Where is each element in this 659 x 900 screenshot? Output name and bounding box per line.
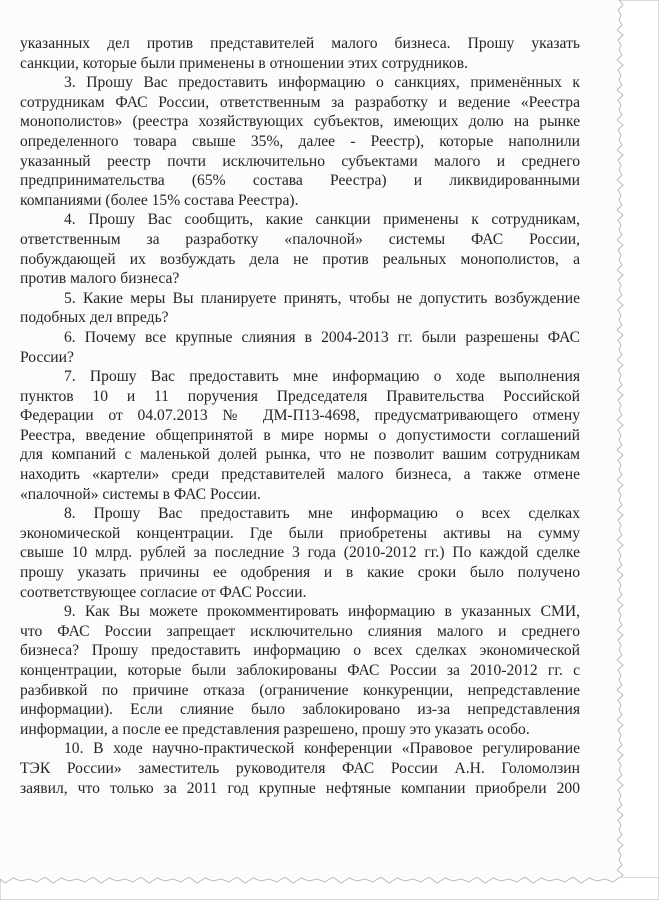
text-line: 4. Прошу Вас сообщить, какие санкции применены к сотрудникам, xyxy=(64,211,580,229)
text-line: 10. В ходе научно-практической конференции «Правовое регулирование xyxy=(64,740,580,758)
text-line: Реестра, введение общепринятой в мире нормы о допустимости соглашений xyxy=(20,426,580,444)
text-line: 3. Прошу Вас предоставить информацию о санкциях, применённых к xyxy=(64,74,580,92)
text-line: соответствующее согласие от ФАС России. xyxy=(20,583,307,601)
text-line: 9. Как Вы можете прокомментировать информацию в указанных СМИ, xyxy=(64,603,580,621)
text-line: побуждающей их возбуждать дела не против реальных монополистов, а xyxy=(20,250,580,268)
text-line: указанных дел против представителей малого бизнеса. Прошу указать xyxy=(20,35,580,52)
torn-edge-bottom xyxy=(0,877,659,900)
text-line: свыше 10 млрд. рублей за последние 3 года (2010-2012 гг.) По каждой сделке xyxy=(20,544,580,562)
text-line: подобных дел впредь? xyxy=(20,309,169,327)
text-line: 5. Какие меры Вы планируете принять, чтобы не допустить возбуждение xyxy=(64,289,580,307)
text-line: заявил, что только за 2011 год крупные нефтяные компании приобрели 200 xyxy=(20,779,580,797)
text-line: «палочной» системы в ФАС России. xyxy=(20,485,261,503)
text-line: пунктов 10 и 11 поручения Председателя Правительства Российской xyxy=(20,387,580,405)
text-line: компаниями (более 15% состава Реестра). xyxy=(20,191,299,209)
text-line: информации). Если слияние было заблокировано из-за непредставления xyxy=(20,701,580,719)
text-line: предпринимательства (65% состава Реестра) и ликвидированными xyxy=(20,172,580,190)
text-line: сотрудникам ФАС России, ответственным за разработку и ведение «Реестра xyxy=(20,93,580,111)
text-line: концентрации, которые были заблокированы ФАС России за 2010-2012 гг. с xyxy=(20,662,580,679)
text-line: прошу указать причины ее одобрения и в какие сроки было получено xyxy=(20,564,580,582)
text-line: санкции, которые были применены в отношении этих сотрудников. xyxy=(20,54,468,72)
text-line: разбивкой по причине отказа (ограничение конкуренции, непредставление xyxy=(20,681,580,699)
torn-edge-right xyxy=(617,0,659,900)
text-line: информации, а после ее представления разрешено, прошу это указать особо. xyxy=(20,720,530,738)
document-body xyxy=(20,34,580,798)
text-line: 6. Почему все крупные слияния в 2004-2013 гг. были разрешены ФАС xyxy=(64,328,580,346)
text-line: бизнеса? Прошу предоставить информацию о всех сделках экономической xyxy=(20,642,580,660)
text-line: для компаний с маленькой долей рынка, что не позволит вашим сотрудникам xyxy=(20,446,580,464)
text-line: против малого бизнеса? xyxy=(20,270,180,288)
text-line: 8. Прошу Вас предоставить мне информацию о всех сделках xyxy=(64,505,580,523)
text-line: что ФАС России запрещает исключительно слияния малого и среднего xyxy=(20,622,580,640)
text-line: находить «картели» среди представителей малого бизнеса, а также отмене xyxy=(20,466,580,484)
text-line: ответственным за разработку «палочной» системы ФАС России, xyxy=(20,230,580,248)
text-line: России? xyxy=(20,348,74,366)
text-line: определенного товара свыше 35%, далее - Реестр), которые наполнили xyxy=(20,132,580,150)
text-line: экономической концентрации. Где были приобретены активы на сумму xyxy=(20,524,580,542)
text-line: ТЭК России» заместитель руководителя ФАС России А.Н. Голомолзин xyxy=(20,759,580,777)
text-line: указанный реестр почти исключительно субъектами малого и среднего xyxy=(20,152,580,170)
text-line: монополистов» (реестра хозяйствующих субъектов, имеющих долю на рынке xyxy=(20,113,580,131)
text-line: 7. Прошу Вас предоставить мне информацию о ходе выполнения xyxy=(64,368,580,386)
text-line: Федерации от 04.07.2013 № ДМ-П13-4698, предусматривающего отмену xyxy=(20,407,580,425)
